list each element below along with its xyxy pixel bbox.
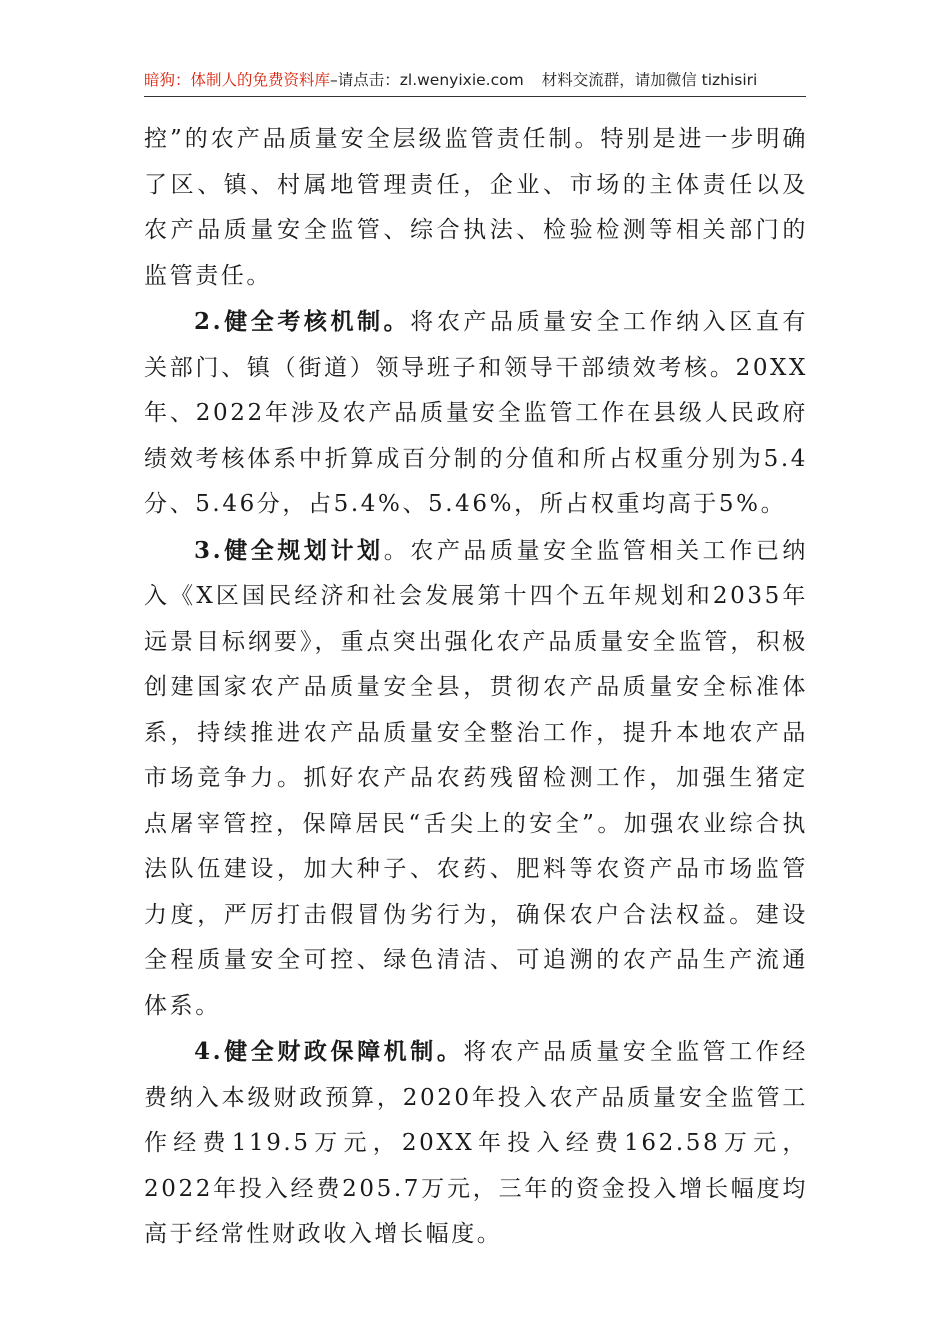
paragraph-heading: 3.健全规划计划: [194, 536, 384, 564]
header-site-name: 暗狗：体制人的免费资料库: [144, 71, 331, 89]
page-header: [144, 68, 806, 97]
paragraph-heading: 4.健全财政保障机制。: [194, 1038, 464, 1065]
header-link-text[interactable]: –请点击：zl.wenyixie.com: [330, 71, 524, 89]
document-body: [144, 117, 808, 1258]
paragraph-assessment: [144, 299, 808, 528]
paragraph-planning: [144, 528, 808, 1030]
paragraph-text: 控”的农产品质量安全层级监管责任制。特别是进一步明确了区、镇、村属地管理责任，企业、市场的主体责任以及农产品质量安全监管、综合执法、检验检测等相关部门的监管责任。: [144, 126, 808, 289]
paragraph-text: 将农产品质量安全监管工作经费纳入本级财政预算，2020年投入农产品质量安全监管工作经费119.5万元，20XX年投入经费162.58万元，2022年投入经费205.7万元，三年的资金投入增长幅度均高于经常性财政收入增长幅度。: [144, 1039, 808, 1247]
header-contact-text: 材料交流群，请加微信 tizhisiri: [541, 71, 758, 89]
paragraph-finance: [144, 1029, 808, 1258]
paragraph-text: 。农产品质量安全监管相关工作已纳入《X区国民经济和社会发展第十四个五年规划和2035年远景目标纲要》，重点突出强化农产品质量安全监管，积极创建国家农产品质量安全县，贯彻农产品质量安全标准体系，持续推进农产品质量安全整治工作，提升本地农产品市场竞争力。抓好农产品农药残留检测工作，加强生猪定点屠宰管控，保障居民“舌尖上的安全”。加强农业综合执法队伍建设，加大种子、农药、肥料等农资产品市场监管力度，严厉打击假冒伪劣行为，确保农户合法权益。建设全程质量安全可控、绿色清洁、可追溯的农产品生产流通体系。: [144, 537, 808, 1019]
paragraph-text: 将农产品质量安全工作纳入区直有关部门、镇（街道）领导班子和领导干部绩效考核。20XX年、2022年涉及农产品质量安全监管工作在县级人民政府绩效考核体系中折算成百分制的分值和所占权重分别为5.4分、5.46分，占5.4%、5.46%，所占权重均高于5%。: [144, 309, 808, 517]
paragraph-continued: [144, 117, 808, 299]
paragraph-heading: 2.健全考核机制。: [194, 308, 411, 335]
